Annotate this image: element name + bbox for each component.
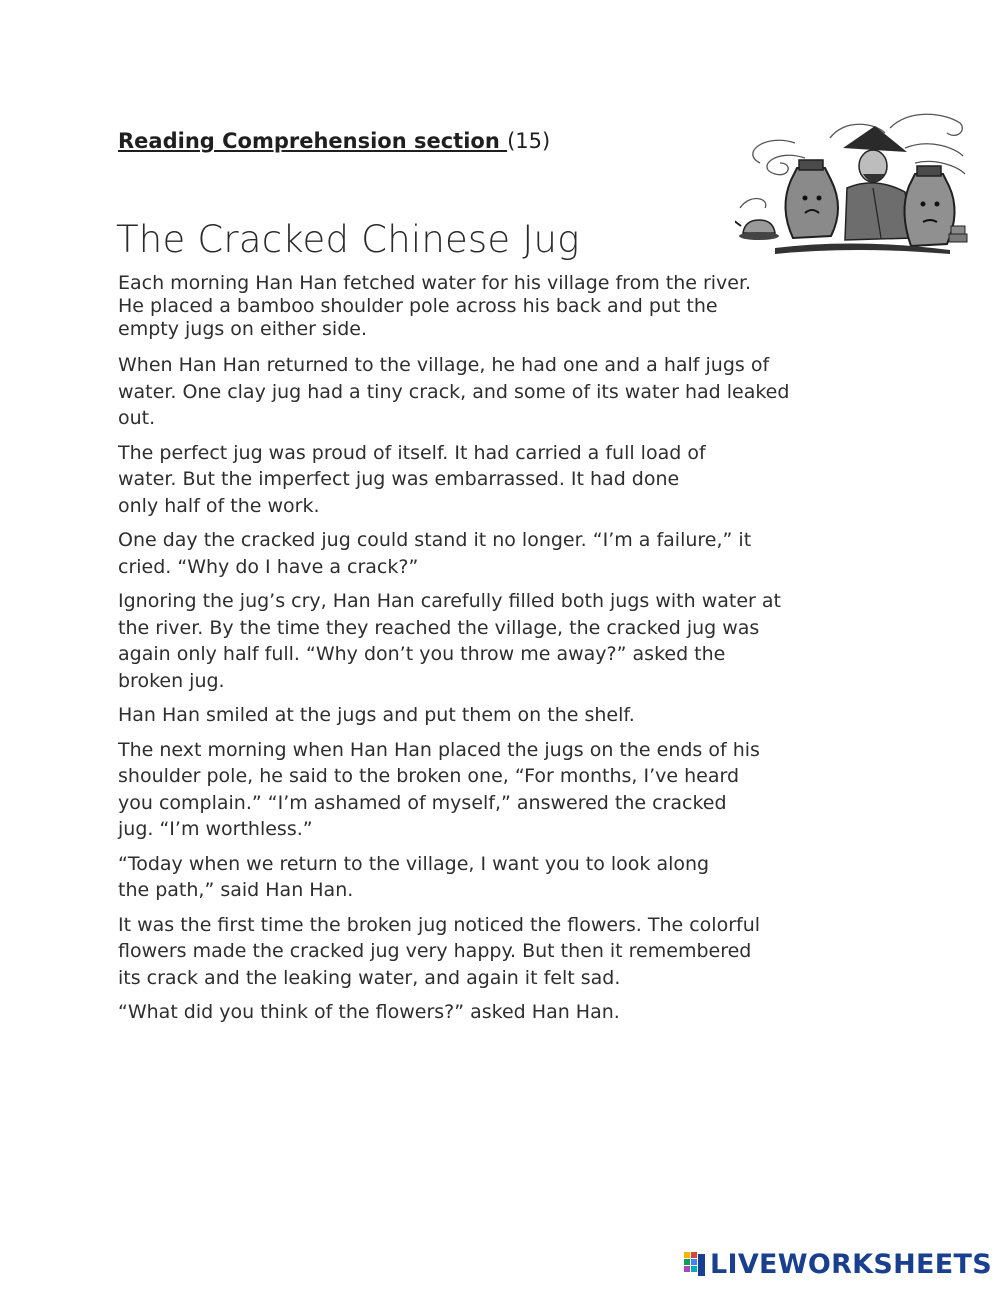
liveworksheets-logo-icon [684, 1252, 706, 1278]
story-line: When Han Han returned to the village, he had one and a half jugs of [118, 354, 770, 376]
story-line: only half of the work. [118, 494, 320, 517]
liveworksheets-logo-text: LIVEWORKSHEETS [709, 1249, 992, 1280]
story-paragraph [118, 912, 878, 992]
story-line: the river. By the time they reached the village, the cracked jug was [118, 616, 760, 639]
story-paragraph [118, 851, 878, 904]
story-title: The Cracked Chinese Jug [116, 218, 580, 261]
story-paragraph [118, 737, 878, 843]
story-paragraph [118, 272, 878, 341]
story-line: Han Han smiled at the jugs and put them on the shelf. [118, 704, 635, 726]
story-line: Each morning Han Han fetched water for his village from the river. [118, 272, 752, 294]
story-line: The perfect jug was proud of itself. It had carried a full load of [118, 441, 706, 464]
liveworksheets-logo-link[interactable] [684, 1249, 992, 1280]
story-line: flowers made the cracked jug very happy. But then it remembered [118, 940, 752, 962]
section-heading [118, 129, 550, 153]
story-line: The next morning when Han Han placed the jugs on the ends of his [118, 738, 760, 761]
story-line: cried. “Why do I have a crack?” [118, 555, 419, 578]
story-line: “What did you think of the flowers?” asked Han Han. [118, 1001, 620, 1023]
section-marks: (15) [507, 129, 551, 153]
story-line: It was the first time the broken jug noticed the flowers. The colorful [118, 913, 761, 936]
story-line: One day the cracked jug could stand it no longer. “I’m a failure,” it [118, 529, 752, 551]
story-line: water. One clay jug had a tiny crack, and some of its water had leaked [118, 380, 790, 403]
man-with-jugs-illustration [735, 108, 970, 263]
story-paragraph [118, 440, 878, 520]
story-paragraph [118, 702, 878, 729]
story-paragraph [118, 527, 878, 580]
story-line: jug. “I’m worthless.” [118, 818, 313, 840]
story-line: you complain.” “I’m ashamed of myself,” answered the cracked [118, 791, 727, 814]
story-line: water. But the imperfect jug was embarrassed. It had done [118, 468, 680, 490]
story-line: again only half full. “Why don’t you throw me away?” asked the [118, 643, 726, 665]
story-line: its crack and the leaking water, and again it felt sad. [118, 966, 621, 989]
story-line: out. [118, 407, 156, 429]
story-line: “Today when we return to the village, I want you to look along [118, 852, 710, 875]
story-line: the path,” said Han Han. [118, 879, 354, 901]
story-paragraph [118, 352, 878, 432]
section-heading-label: Reading Comprehension section [118, 129, 508, 153]
story-body [118, 272, 878, 1034]
story-paragraph [118, 588, 878, 694]
story-paragraph [118, 999, 878, 1026]
story-line: broken jug. [118, 669, 225, 692]
story-line: shoulder pole, he said to the broken one, “For months, I’ve heard [118, 765, 740, 787]
story-line: Ignoring the jug’s cry, Han Han carefully filled both jugs with water at [118, 590, 781, 612]
story-line: He placed a bamboo shoulder pole across his back and put the [118, 295, 718, 317]
story-line: empty jugs on either side. [118, 318, 367, 340]
